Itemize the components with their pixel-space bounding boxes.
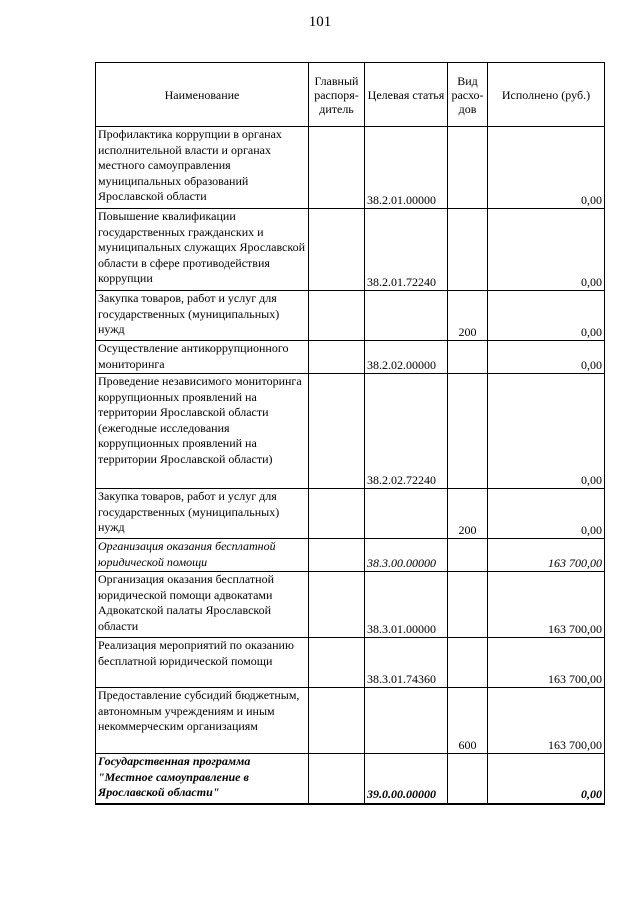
row-executed: 0,00 xyxy=(488,127,605,209)
row-target: 38.3.01.00000 xyxy=(365,572,448,638)
row-target xyxy=(365,688,448,754)
table-row xyxy=(96,688,605,754)
row-executed: 163 700,00 xyxy=(488,638,605,688)
row-expense xyxy=(448,539,488,572)
table-header-row xyxy=(96,63,605,127)
table-row xyxy=(96,572,605,638)
row-expense xyxy=(448,374,488,489)
header-manager: Главный распоря-дитель xyxy=(309,63,365,127)
row-target: 38.2.01.72240 xyxy=(365,209,448,291)
row-expense: 200 xyxy=(448,291,488,341)
row-executed: 0,00 xyxy=(488,291,605,341)
row-target: 39.0.00.00000 xyxy=(365,754,448,804)
row-target xyxy=(365,489,448,539)
row-expense xyxy=(448,341,488,374)
row-manager xyxy=(309,754,365,804)
row-name: Проведение независимого мониторинга коррупционных проявлений на территории Ярославской области (ежегодные исследования коррупционных проявлений на территории Ярославской области) xyxy=(96,374,309,489)
row-manager xyxy=(309,489,365,539)
row-name: Закупка товаров, работ и услуг для государственных (муниципальных) нужд xyxy=(96,291,309,341)
row-target: 38.2.01.00000 xyxy=(365,127,448,209)
row-manager xyxy=(309,374,365,489)
row-expense xyxy=(448,127,488,209)
row-target: 38.2.02.72240 xyxy=(365,374,448,489)
row-executed: 0,00 xyxy=(488,754,605,804)
row-expense xyxy=(448,638,488,688)
row-name: Закупка товаров, работ и услуг для государственных (муниципальных) нужд xyxy=(96,489,309,539)
row-executed: 0,00 xyxy=(488,341,605,374)
row-manager xyxy=(309,539,365,572)
row-expense: 600 xyxy=(448,688,488,754)
table-row xyxy=(96,539,605,572)
row-manager xyxy=(309,341,365,374)
table-row xyxy=(96,754,605,804)
row-name: Осуществление антикоррупционного мониторинга xyxy=(96,341,309,374)
row-executed: 163 700,00 xyxy=(488,539,605,572)
row-name: Организация оказания бесплатной юридической помощи xyxy=(96,539,309,572)
row-manager xyxy=(309,638,365,688)
row-executed: 0,00 xyxy=(488,489,605,539)
row-executed: 0,00 xyxy=(488,374,605,489)
table-row xyxy=(96,374,605,489)
row-expense xyxy=(448,754,488,804)
row-expense xyxy=(448,572,488,638)
table-row xyxy=(96,489,605,539)
row-target: 38.3.01.74360 xyxy=(365,638,448,688)
row-manager xyxy=(309,688,365,754)
page-number: 101 xyxy=(308,14,332,30)
budget-table xyxy=(95,62,605,805)
table-row xyxy=(96,291,605,341)
row-name: Повышение квалификации государственных гражданских и муниципальных служащих Ярославской области в сфере противодействия коррупции xyxy=(96,209,309,291)
row-target xyxy=(365,291,448,341)
table-row xyxy=(96,341,605,374)
row-name: Реализация мероприятий по оказанию бесплатной юридической помощи xyxy=(96,638,309,688)
table-row xyxy=(96,127,605,209)
row-executed: 163 700,00 xyxy=(488,688,605,754)
table-row xyxy=(96,638,605,688)
header-target: Целевая статья xyxy=(365,63,448,127)
table-row xyxy=(96,209,605,291)
row-manager xyxy=(309,127,365,209)
row-name: Организация оказания бесплатной юридической помощи адвокатами Адвокатской палаты Ярославской области xyxy=(96,572,309,638)
header-executed: Исполнено (руб.) xyxy=(488,63,605,127)
row-manager xyxy=(309,572,365,638)
row-manager xyxy=(309,209,365,291)
row-manager xyxy=(309,291,365,341)
row-executed: 163 700,00 xyxy=(488,572,605,638)
row-executed: 0,00 xyxy=(488,209,605,291)
header-expense: Вид расхо-дов xyxy=(448,63,488,127)
row-name: Предоставление субсидий бюджетным, автономным учреждениям и иным некоммерческим организациям xyxy=(96,688,309,754)
row-name: Профилактика коррупции в органах исполнительной власти и органах местного самоуправления муниципальных образований Ярославской области xyxy=(96,127,309,209)
header-name: Наименование xyxy=(96,63,309,127)
row-name: Государственная программа "Местное самоуправление в Ярославской области" xyxy=(96,754,309,804)
row-expense: 200 xyxy=(448,489,488,539)
row-target: 38.3.00.00000 xyxy=(365,539,448,572)
row-expense xyxy=(448,209,488,291)
row-target: 38.2.02.00000 xyxy=(365,341,448,374)
